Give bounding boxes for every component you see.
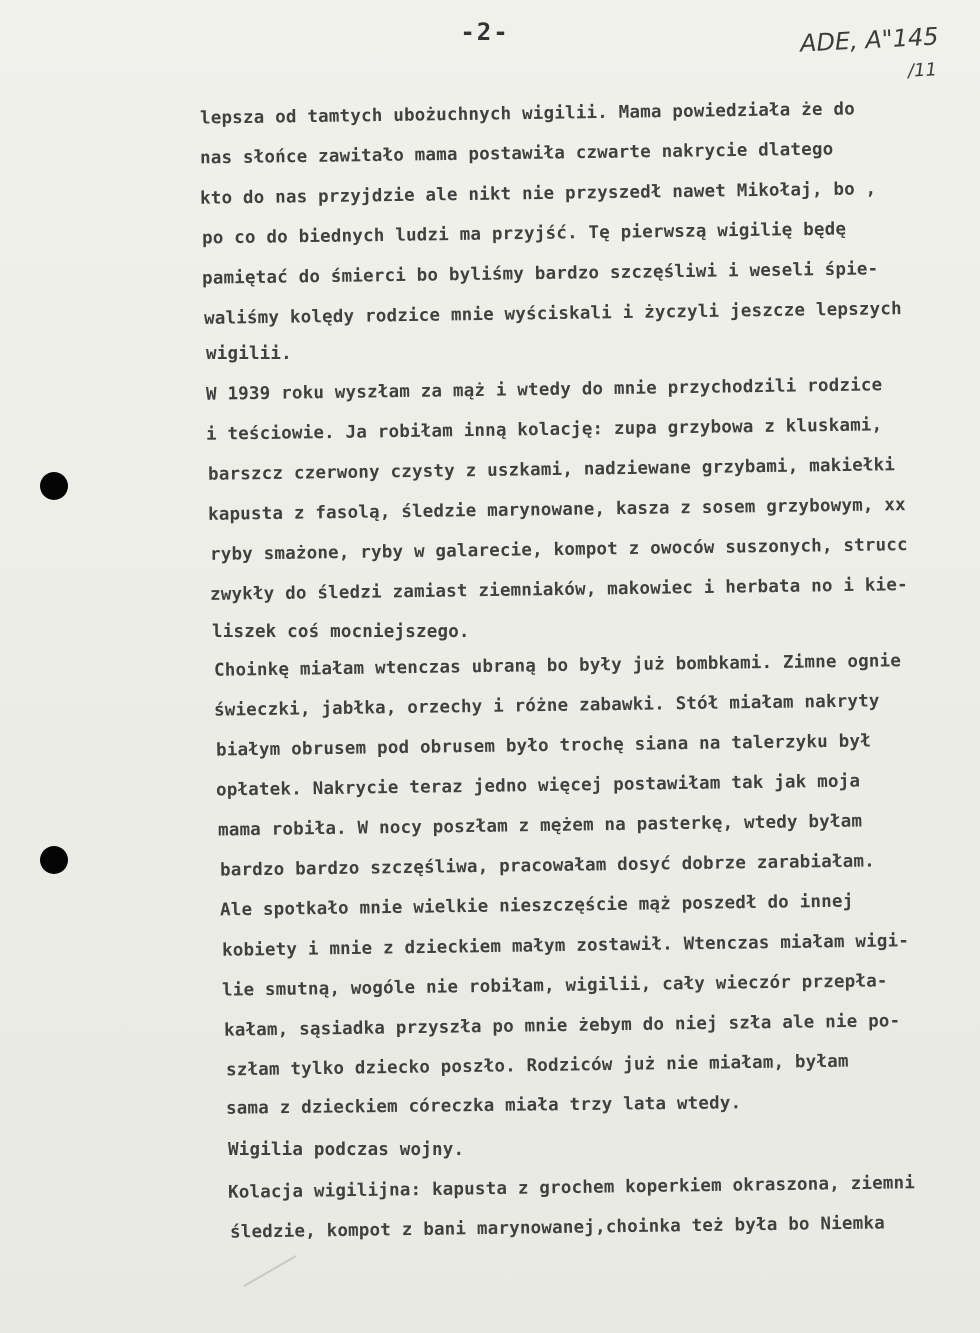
- punch-hole: [40, 472, 68, 500]
- text-line: W 1939 roku wyszłam za mąż i wtedy do mnie przychodzili rodzice: [205, 375, 883, 405]
- text-line: barszcz czerwony czysty z uszkami, nadziewane grzybami, makiełki: [207, 455, 896, 485]
- text-line: Wigilia podczas wojny.: [228, 1140, 465, 1160]
- text-line: mama robiła. W nocy poszłam z mężem na pasterkę, wtedy byłam: [217, 811, 863, 841]
- text-line: liszek coś mocniejszego.: [212, 622, 470, 642]
- text-line: i teściowie. Ja robiłam inną kolację: zupa grzybowa z kluskami,: [205, 415, 883, 445]
- text-line: waliśmy kolędy rodzice mnie wyściskali i życzyli jeszcze lepszych: [203, 299, 902, 329]
- text-line: wigilii.: [206, 344, 292, 364]
- archive-reference-sub: /11: [907, 59, 938, 82]
- text-line: Ale spotkało mnie wielkie nieszczęście mąż poszedł do innej: [219, 891, 854, 921]
- text-line: kobiety i mnie z dzieckiem małym zostawił. Wtenczas miałam wigi-: [221, 931, 910, 961]
- text-line: bardzo bardzo szczęśliwa, pracowałam dosyć dobrze zarabiałam.: [219, 851, 875, 881]
- text-line: śledzie, kompot z bani marynowanej,choinka też była bo Niemka: [229, 1213, 885, 1243]
- archive-reference-handwritten: ADE, A"145: [799, 22, 940, 58]
- text-line: lie smutną, wogóle nie robiłam, wigilii, cały wieczór przepła-: [221, 971, 888, 1001]
- text-line: szłam tylko dziecko poszło. Rodziców już nie miałam, byłam: [225, 1051, 849, 1081]
- text-line: białym obrusem pod obrusem było trochę siana na talerzyku był: [215, 731, 871, 761]
- text-line: sama z dzieckiem córeczka miała trzy lata wtedy.: [225, 1093, 742, 1119]
- punch-hole: [40, 846, 68, 874]
- text-line: lepsza od tamtych ubożuchnych wigilii. Mama powiedziała że do: [199, 99, 855, 129]
- text-line: kapusta z fasolą, śledzie marynowane, kasza z sosem grzybowym, xx: [207, 495, 906, 525]
- text-line: po co do biednych ludzi ma przyjść. Tę pierwszą wigilię będę: [201, 219, 847, 249]
- page-number: -2-: [460, 18, 510, 46]
- text-line: pamiętać do śmierci bo byliśmy bardzo szczęśliwi i weseli śpie-: [201, 259, 879, 289]
- text-line: nas słońce zawitało mama postawiła czwarte nakrycie dlatego: [199, 139, 834, 169]
- text-line: kałam, sąsiadka przyszła po mnie żebym do niej szła ale nie po-: [223, 1011, 901, 1041]
- text-line: Choinkę miałam wtenczas ubraną bo były już bombkami. Zimne ognie: [213, 651, 902, 681]
- text-line: Kolacja wigilijna: kapusta z grochem koperkiem okraszona, ziemni: [227, 1173, 916, 1203]
- pencil-mark: [244, 1255, 297, 1287]
- text-line: zwykły do śledzi zamiast ziemniaków, makowiec i herbata no i kie-: [209, 575, 908, 605]
- text-line: ryby smażone, ryby w galarecie, kompot z owoców suszonych, strucc: [209, 535, 908, 565]
- text-line: opłatek. Nakrycie teraz jedno więcej postawiłam tak jak moja: [215, 771, 861, 801]
- text-line: kto do nas przyjdzie ale nikt nie przyszedł nawet Mikołaj, bo ,: [199, 179, 877, 209]
- text-line: świeczki, jabłka, orzechy i różne zabawki. Stół miałam nakryty: [213, 691, 880, 721]
